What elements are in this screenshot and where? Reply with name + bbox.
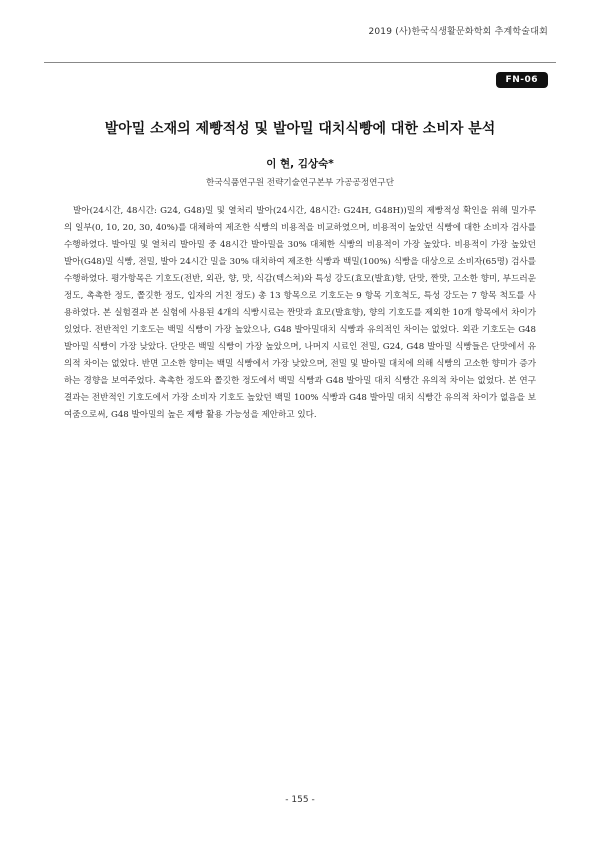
abstract-body: 발아(24시간, 48시간: G24, G48)밀 및 열처리 발아(24시간, 48시간: G24H, G48H))밀의 제빵적성 확인을 위해 밀가루의 일부(0, 10, 20, 30, 40%)를 대체하여 제조한 식빵의 비용적을 비교하였으며, 비용적이 높았던 식빵에 대한 소비자 검사를 수행하였다. 발아밀 및 열처리 발아밀 중 48시간 발아밀을 30% 대체한 식빵의 비용적이 가장 높았다. 비용적이 가장 높았던 발아(G48)밀 식빵, 전밀, 발아 24시간 밀을 30% 대치하여 제조한 식빵과 백밀(100%) 식빵을 대상으로 소비자(65명) 검사를 수행하였다. 평가항목은 기호도(전반, 외관, 향, 맛, 식감(텍스쳐)와 특성 강도(효모(발효)향, 단맛, 짠맛, 고소한 향미, 부드러운 정도, 촉촉한 정도, 쫄깃한 정도, 입자의 거친 정도) 총 13 항목으로 기호도는 9 항목 기호척도, 특성 강도는 7 항목 척도를 사용하였다. 본 실험결과 본 실험에 사용된 4개의 식빵시료는 짠맛과 효모(발효향), 향의 기호도를 제외한 10개 항목에서 차이가 있었다. 전반적인 기호도는 백밀 식빵이 가장 높았으나, G48 발아밀대치 식빵과 유의적인 차이는 없었다. 외관 기호도는 G48 발아밀 식빵이 가장 낮았다. 단맛은 백밀 식빵이 가장 높았으며, 나머지 시료인 전밀, G24, G48 발아밀 식빵들은 단맛에서 유의적 차이는 없었다. 반면 고소한 향미는 백밀 식빵에서 가장 낮았으며, 전밀 및 발아밀 대치에 의해 식빵의 고소한 향미가 증가하는 경향을 보여주었다. 촉촉한 정도와 쫄깃한 정도에서 백밀 식빵과 G48 발아밀 대치 식빵간 유의적 차이는 없었다. 본 연구결과는 전반적인 기호도에서 가장 소비자 기호도 높았던 백밀 100% 식빵과 G48 발아밀 대치 식빵간 유의적 차이가 없음을 보여줌으로써, G48 발아밀의 높은 제빵 활용 가능성을 제안하고 있다. — [64, 206, 536, 420]
page-number: - 155 - — [285, 795, 315, 805]
session-badge: FN-06 — [496, 72, 548, 88]
paper-authors: 이 현, 김상숙* — [266, 158, 334, 170]
header-divider — [44, 62, 556, 63]
paper-title: 발아밀 소재의 제빵적성 및 발아밀 대치식빵에 대한 소비자 분석 — [104, 121, 496, 137]
conference-header: 2019 (사)한국식생활문화학회 추계학술대회 — [368, 27, 548, 37]
paper-affiliation: 한국식품연구원 전략기술연구본부 가공공정연구단 — [205, 178, 395, 188]
